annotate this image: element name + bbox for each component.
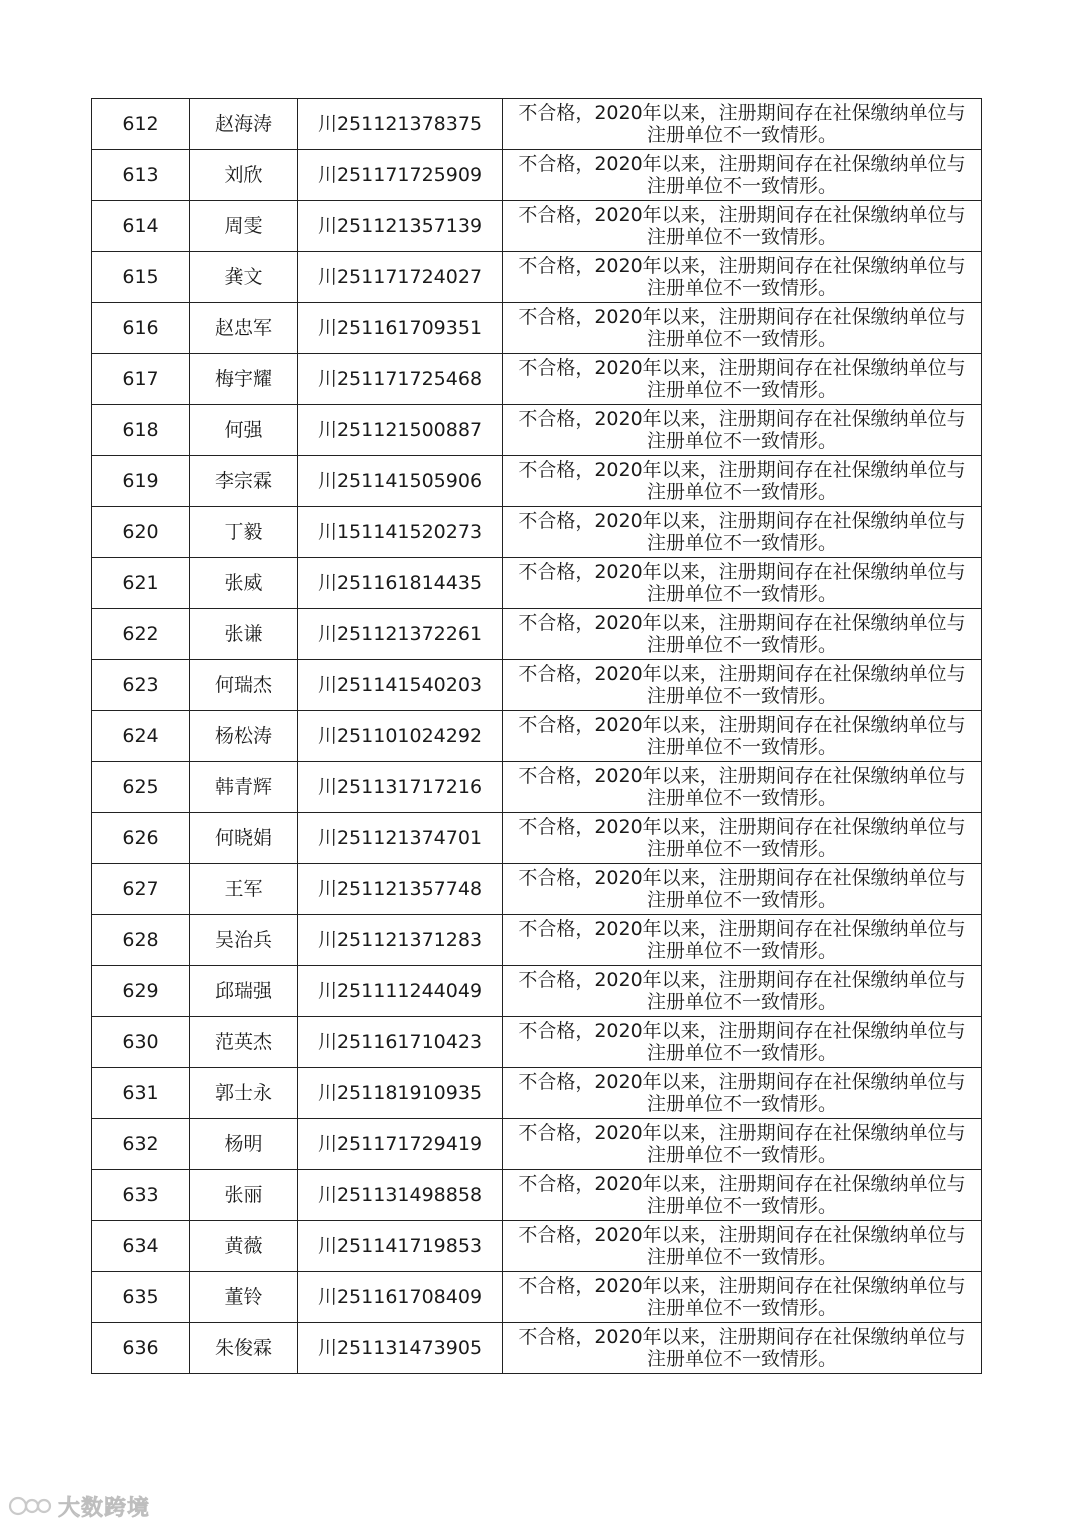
certificate-number-cell: 川251101024292	[298, 711, 503, 762]
table-row	[92, 201, 982, 252]
result-line-1: 不合格，2020年以来，注册期间存在社保缴纳单位与	[518, 1224, 966, 1246]
row-number-cell: 629	[92, 966, 190, 1017]
result-line-2: 注册单位不一致情形。	[646, 1297, 837, 1319]
name-cell: 黄薇	[190, 1221, 298, 1272]
name-cell: 何瑞杰	[190, 660, 298, 711]
result-line-2: 注册单位不一致情形。	[646, 889, 837, 911]
certificate-number-cell: 川251121374701	[298, 813, 503, 864]
row-number-cell: 617	[92, 354, 190, 405]
result-cell	[503, 813, 982, 864]
result-line-2: 注册单位不一致情形。	[646, 583, 837, 605]
result-line-2: 注册单位不一致情形。	[646, 430, 837, 452]
certificate-number-cell: 川251131717216	[298, 762, 503, 813]
result-cell	[503, 966, 982, 1017]
table-row	[92, 1323, 982, 1374]
result-cell	[503, 354, 982, 405]
result-line-1: 不合格，2020年以来，注册期间存在社保缴纳单位与	[518, 1173, 966, 1195]
table-row	[92, 1170, 982, 1221]
table-row	[92, 150, 982, 201]
result-line-1: 不合格，2020年以来，注册期间存在社保缴纳单位与	[518, 765, 966, 787]
result-line-1: 不合格，2020年以来，注册期间存在社保缴纳单位与	[518, 867, 966, 889]
certificate-number-cell: 川251121371283	[298, 915, 503, 966]
records-table-body	[92, 99, 982, 1374]
row-number-cell: 621	[92, 558, 190, 609]
name-cell: 王军	[190, 864, 298, 915]
result-line-2: 注册单位不一致情形。	[646, 991, 837, 1013]
name-cell: 吴治兵	[190, 915, 298, 966]
result-cell	[503, 660, 982, 711]
result-cell	[503, 507, 982, 558]
certificate-number-cell: 川251171725468	[298, 354, 503, 405]
result-cell	[503, 762, 982, 813]
name-cell: 赵海涛	[190, 99, 298, 150]
row-number-cell: 627	[92, 864, 190, 915]
table-row	[92, 813, 982, 864]
result-line-1: 不合格，2020年以来，注册期间存在社保缴纳单位与	[518, 1020, 966, 1042]
result-line-1: 不合格，2020年以来，注册期间存在社保缴纳单位与	[518, 1071, 966, 1093]
name-cell: 李宗霖	[190, 456, 298, 507]
row-number-cell: 631	[92, 1068, 190, 1119]
row-number-cell: 616	[92, 303, 190, 354]
table-row	[92, 1221, 982, 1272]
result-line-2: 注册单位不一致情形。	[646, 634, 837, 656]
result-line-2: 注册单位不一致情形。	[646, 940, 837, 962]
result-line-1: 不合格，2020年以来，注册期间存在社保缴纳单位与	[518, 255, 966, 277]
row-number-cell: 622	[92, 609, 190, 660]
certificate-number-cell: 川251141505906	[298, 456, 503, 507]
result-line-1: 不合格，2020年以来，注册期间存在社保缴纳单位与	[518, 816, 966, 838]
result-line-2: 注册单位不一致情形。	[646, 124, 837, 146]
row-number-cell: 618	[92, 405, 190, 456]
result-line-1: 不合格，2020年以来，注册期间存在社保缴纳单位与	[518, 918, 966, 940]
result-line-2: 注册单位不一致情形。	[646, 277, 837, 299]
result-line-1: 不合格，2020年以来，注册期间存在社保缴纳单位与	[518, 459, 966, 481]
result-cell	[503, 1323, 982, 1374]
name-cell: 朱俊霖	[190, 1323, 298, 1374]
table-row	[92, 762, 982, 813]
result-cell	[503, 558, 982, 609]
result-line-1: 不合格，2020年以来，注册期间存在社保缴纳单位与	[518, 969, 966, 991]
certificate-number-cell: 川251121378375	[298, 99, 503, 150]
result-cell	[503, 99, 982, 150]
result-line-2: 注册单位不一致情形。	[646, 1195, 837, 1217]
result-line-1: 不合格，2020年以来，注册期间存在社保缴纳单位与	[518, 663, 966, 685]
certificate-number-cell: 川251131473905	[298, 1323, 503, 1374]
result-line-1: 不合格，2020年以来，注册期间存在社保缴纳单位与	[518, 204, 966, 226]
result-cell	[503, 1221, 982, 1272]
result-line-2: 注册单位不一致情形。	[646, 175, 837, 197]
table-row	[92, 1272, 982, 1323]
table-row	[92, 252, 982, 303]
row-number-cell: 612	[92, 99, 190, 150]
result-line-1: 不合格，2020年以来，注册期间存在社保缴纳单位与	[518, 1326, 966, 1348]
table-row	[92, 609, 982, 660]
certificate-number-cell: 川251141719853	[298, 1221, 503, 1272]
name-cell: 董铃	[190, 1272, 298, 1323]
result-line-2: 注册单位不一致情形。	[646, 1042, 837, 1064]
result-line-2: 注册单位不一致情形。	[646, 1348, 837, 1370]
result-cell	[503, 915, 982, 966]
result-cell	[503, 864, 982, 915]
result-cell	[503, 150, 982, 201]
table-row	[92, 711, 982, 762]
watermark-text: 大数跨境	[58, 1495, 151, 1521]
row-number-cell: 633	[92, 1170, 190, 1221]
result-cell	[503, 1119, 982, 1170]
table-row	[92, 1017, 982, 1068]
table-row	[92, 303, 982, 354]
name-cell: 张谦	[190, 609, 298, 660]
result-cell	[503, 1272, 982, 1323]
row-number-cell: 619	[92, 456, 190, 507]
table-row	[92, 405, 982, 456]
result-line-1: 不合格，2020年以来，注册期间存在社保缴纳单位与	[518, 102, 966, 124]
name-cell: 何强	[190, 405, 298, 456]
row-number-cell: 636	[92, 1323, 190, 1374]
certificate-number-cell: 川151141520273	[298, 507, 503, 558]
result-line-2: 注册单位不一致情形。	[646, 379, 837, 401]
result-line-2: 注册单位不一致情形。	[646, 787, 837, 809]
result-line-1: 不合格，2020年以来，注册期间存在社保缴纳单位与	[518, 153, 966, 175]
row-number-cell: 623	[92, 660, 190, 711]
certificate-number-cell: 川251131498858	[298, 1170, 503, 1221]
result-cell	[503, 1017, 982, 1068]
name-cell: 范英杰	[190, 1017, 298, 1068]
logo-icon	[8, 1494, 52, 1518]
row-number-cell: 625	[92, 762, 190, 813]
result-cell	[503, 456, 982, 507]
name-cell: 何晓娟	[190, 813, 298, 864]
result-cell	[503, 252, 982, 303]
row-number-cell: 613	[92, 150, 190, 201]
row-number-cell: 615	[92, 252, 190, 303]
table-row	[92, 507, 982, 558]
table-row	[92, 966, 982, 1017]
result-line-1: 不合格，2020年以来，注册期间存在社保缴纳单位与	[518, 408, 966, 430]
name-cell: 郭士永	[190, 1068, 298, 1119]
result-cell	[503, 303, 982, 354]
result-line-2: 注册单位不一致情形。	[646, 1246, 837, 1268]
result-line-1: 不合格，2020年以来，注册期间存在社保缴纳单位与	[518, 1275, 966, 1297]
table-row	[92, 1119, 982, 1170]
result-cell	[503, 609, 982, 660]
result-line-1: 不合格，2020年以来，注册期间存在社保缴纳单位与	[518, 510, 966, 532]
table-row	[92, 864, 982, 915]
table-row	[92, 99, 982, 150]
name-cell: 杨明	[190, 1119, 298, 1170]
table-row	[92, 456, 982, 507]
certificate-number-cell: 川251171724027	[298, 252, 503, 303]
result-cell	[503, 1068, 982, 1119]
name-cell: 张丽	[190, 1170, 298, 1221]
table-row	[92, 1068, 982, 1119]
result-line-2: 注册单位不一致情形。	[646, 481, 837, 503]
result-line-1: 不合格，2020年以来，注册期间存在社保缴纳单位与	[518, 1122, 966, 1144]
result-cell	[503, 1170, 982, 1221]
row-number-cell: 620	[92, 507, 190, 558]
name-cell: 张威	[190, 558, 298, 609]
result-line-1: 不合格，2020年以来，注册期间存在社保缴纳单位与	[518, 357, 966, 379]
row-number-cell: 634	[92, 1221, 190, 1272]
certificate-number-cell: 川251161710423	[298, 1017, 503, 1068]
table-row	[92, 915, 982, 966]
name-cell: 邱瑞强	[190, 966, 298, 1017]
row-number-cell: 624	[92, 711, 190, 762]
result-line-1: 不合格，2020年以来，注册期间存在社保缴纳单位与	[518, 561, 966, 583]
records-table	[91, 98, 982, 1374]
name-cell: 韩青辉	[190, 762, 298, 813]
row-number-cell: 630	[92, 1017, 190, 1068]
result-line-1: 不合格，2020年以来，注册期间存在社保缴纳单位与	[518, 714, 966, 736]
result-line-2: 注册单位不一致情形。	[646, 736, 837, 758]
certificate-number-cell: 川251171725909	[298, 150, 503, 201]
name-cell: 赵忠军	[190, 303, 298, 354]
name-cell: 梅宇耀	[190, 354, 298, 405]
result-line-1: 不合格，2020年以来，注册期间存在社保缴纳单位与	[518, 612, 966, 634]
name-cell: 龚文	[190, 252, 298, 303]
certificate-number-cell: 川251161708409	[298, 1272, 503, 1323]
row-number-cell: 626	[92, 813, 190, 864]
certificate-number-cell: 川251121372261	[298, 609, 503, 660]
result-cell	[503, 405, 982, 456]
row-number-cell: 635	[92, 1272, 190, 1323]
certificate-number-cell: 川251161709351	[298, 303, 503, 354]
certificate-number-cell: 川251121357139	[298, 201, 503, 252]
result-line-2: 注册单位不一致情形。	[646, 1144, 837, 1166]
table-row	[92, 354, 982, 405]
certificate-number-cell: 川251111244049	[298, 966, 503, 1017]
certificate-number-cell: 川251161814435	[298, 558, 503, 609]
result-line-1: 不合格，2020年以来，注册期间存在社保缴纳单位与	[518, 306, 966, 328]
result-cell	[503, 201, 982, 252]
table-row	[92, 660, 982, 711]
result-line-2: 注册单位不一致情形。	[646, 1093, 837, 1115]
result-line-2: 注册单位不一致情形。	[646, 838, 837, 860]
certificate-number-cell: 川251171729419	[298, 1119, 503, 1170]
row-number-cell: 628	[92, 915, 190, 966]
result-cell	[503, 711, 982, 762]
result-line-2: 注册单位不一致情形。	[646, 532, 837, 554]
result-line-2: 注册单位不一致情形。	[646, 685, 837, 707]
certificate-number-cell: 川251121500887	[298, 405, 503, 456]
name-cell: 杨松涛	[190, 711, 298, 762]
result-line-2: 注册单位不一致情形。	[646, 328, 837, 350]
row-number-cell: 614	[92, 201, 190, 252]
result-line-2: 注册单位不一致情形。	[646, 226, 837, 248]
certificate-number-cell: 川251121357748	[298, 864, 503, 915]
watermark	[8, 1490, 150, 1522]
name-cell: 刘欣	[190, 150, 298, 201]
table-row	[92, 558, 982, 609]
certificate-number-cell: 川251141540203	[298, 660, 503, 711]
name-cell: 周雯	[190, 201, 298, 252]
row-number-cell: 632	[92, 1119, 190, 1170]
certificate-number-cell: 川251181910935	[298, 1068, 503, 1119]
name-cell: 丁毅	[190, 507, 298, 558]
